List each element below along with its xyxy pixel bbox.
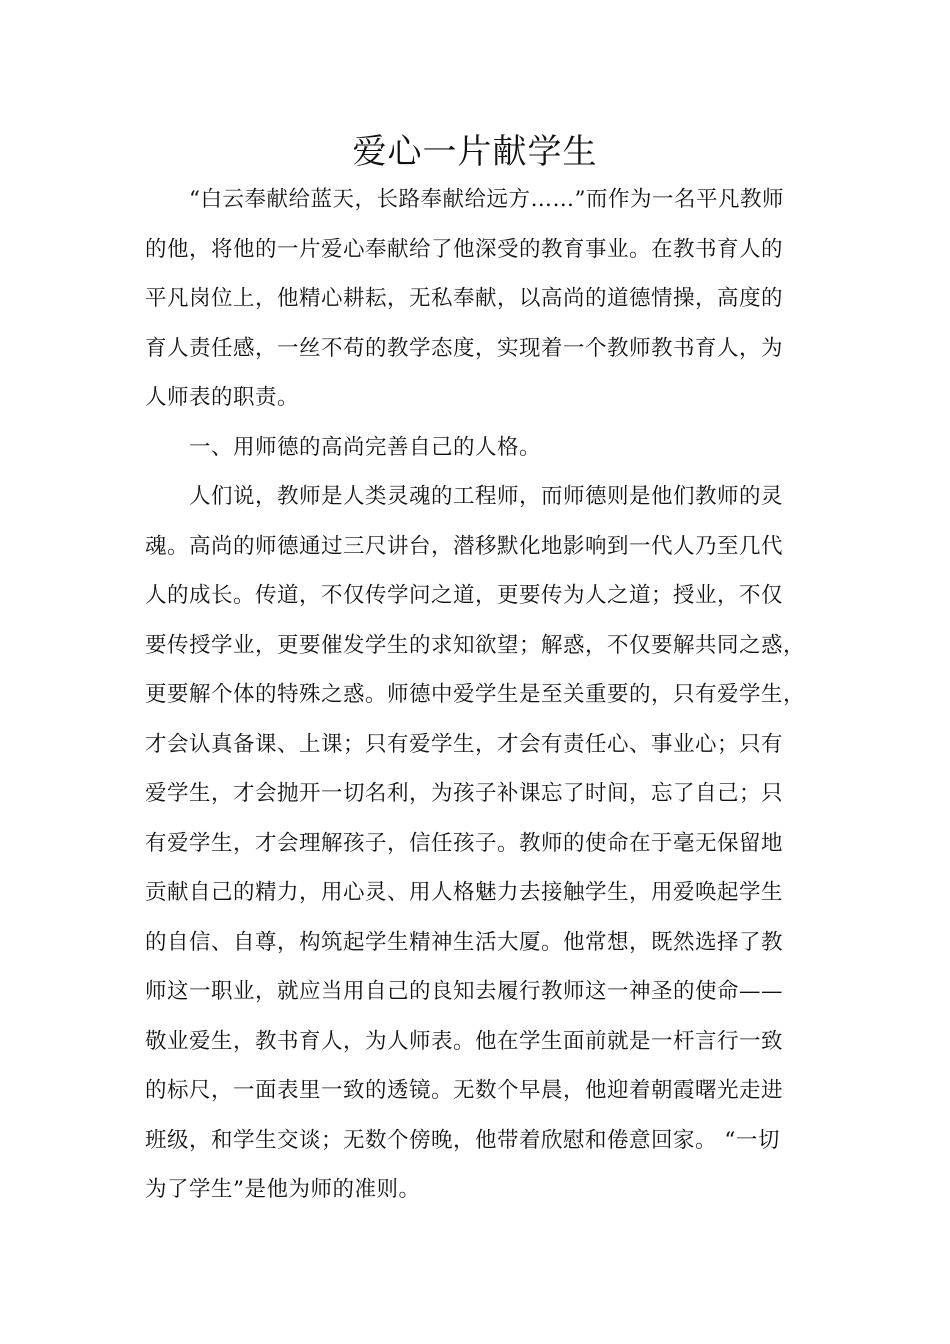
text-line: 贡献自己的精力，用心灵、用人格魅力去接触学生，用爱唤起学生 — [145, 880, 784, 905]
text-line: 人们说，教师是人类灵魂的工程师，而师德则是他们教师的灵 — [189, 484, 784, 509]
text-line: 人师表的职责。 — [145, 385, 300, 410]
text-line: 班级，和学生交谈；无数个傍晚，他带着欣慰和倦意回家。 “一切 — [145, 1127, 780, 1153]
text-line: 平凡岗位上，他精心耕耘，无私奉献，以高尚的道德情操，高度的 — [145, 286, 784, 311]
text-line: 有爱学生，才会理解孩子，信任孩子。教师的使命在于毫无保留地 — [145, 830, 784, 856]
text-line: 的他，将他的一片爱心奉献给了他深受的教育事业。在教书育人的 — [145, 236, 784, 262]
text-line: 的自信、自尊，构筑起学生精神生活大厦。他常想，既然选择了教 — [145, 929, 784, 955]
text-line: 爱学生，才会抛开一切名利，为孩子补课忘了时间，忘了自己；只 — [145, 781, 784, 806]
document-title: 爱心一片献学生 — [352, 132, 598, 172]
text-line: 魂。高尚的师德通过三尺讲台，潜移默化地影响到一代人乃至几代 — [145, 533, 784, 559]
text-line: “白云奉献给蓝天，长路奉献给远方……”而作为一名平凡教师 — [189, 187, 784, 212]
text-line: 师这一职业，就应当用自己的良知去履行教师这一神圣的使命—— — [145, 979, 784, 1004]
text-line: 敬业爱生，教书育人，为人师表。他在学生面前就是一杆言行一致 — [145, 1028, 784, 1054]
text-line: 人的成长。传道，不仅传学问之道，更要传为人之道；授业，不仅 — [145, 583, 784, 608]
text-line: 为了学生”是他为师的准则。 — [145, 1177, 421, 1202]
text-line: 才会认真备课、上课；只有爱学生，才会有责任心、事业心；只有 — [145, 731, 784, 757]
text-line: 育人责任感，一丝不苟的教学态度，实现着一个教师教书育人，为 — [145, 335, 784, 361]
text-line: 要传授学业，更要催发学生的求知欲望；解惑，不仅要解共同之惑， — [145, 632, 806, 658]
section-heading: 一、用师德的高尚完善自己的人格。 — [189, 434, 542, 460]
document-body — [145, 175, 825, 1215]
text-line: 更要解个体的特殊之惑。师德中爱学生是至关重要的，只有爱学生， — [145, 682, 806, 707]
text-line: 的标尺，一面表里一致的透镜。无数个早晨，他迎着朝霞曙光走进 — [145, 1078, 784, 1103]
